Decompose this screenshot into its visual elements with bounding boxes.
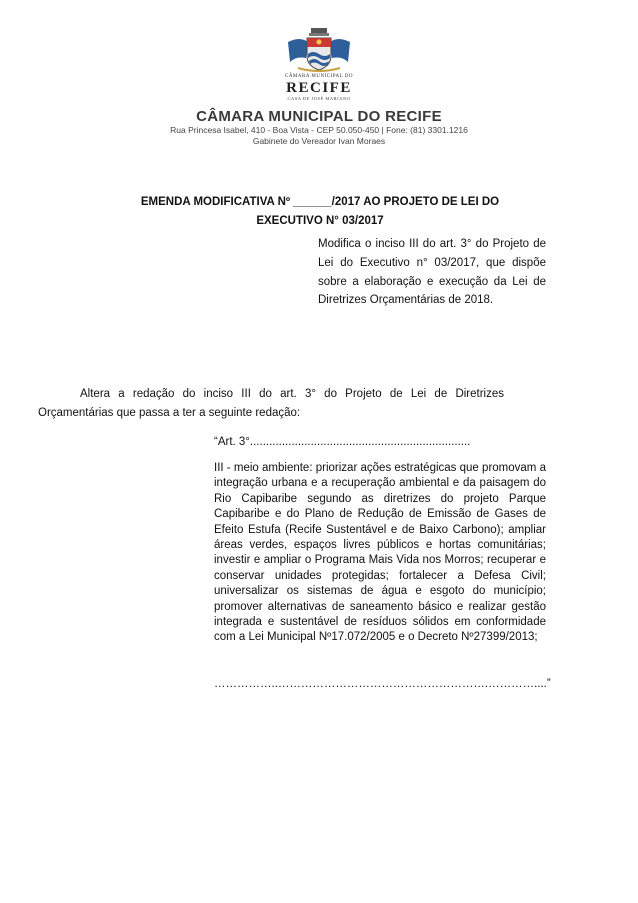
title-line-1: EMENDA MODIFICATIVA Nº ______/2017 AO PROJETO DE LEI DO: [140, 196, 500, 208]
document-title: [60, 193, 580, 231]
letterhead-city: RECIFE: [286, 80, 352, 96]
letterhead: [0, 28, 638, 147]
ementa: Modifica o inciso III do art. 3° do Projeto de Lei do Executivo n° 03/2017, que dispõe sobre a elaboração e execução da Lei de Diretrizes Orçamentárias de 2018.: [318, 238, 546, 307]
coat-of-arms-icon: [284, 28, 354, 72]
article-heading: “Art. 3°.....................................................................: [214, 436, 471, 448]
intro-paragraph: Altera a redação do inciso III do art. 3° do Projeto de Lei de Diretrizes Orçamentárias que passa a ter a seguinte redação:: [38, 388, 504, 419]
letterhead-city-sub: CASA DE JOSÉ MARIANO: [287, 96, 351, 101]
letterhead-small-caps: CÂMARA MUNICIPAL DO: [284, 74, 354, 79]
article-end: ……………..……………………………………………….…………....”: [214, 678, 551, 690]
letterhead-address: Rua Princesa Isabel, 410 - Boa Vista - CEP 50.050-450 | Fone: (81) 3301.1216: [170, 125, 468, 135]
title-line-2: EXECUTIVO N° 03/2017: [256, 215, 384, 227]
article-body: III - meio ambiente: priorizar ações estratégicas que promovam a integração urbana e a recuperação ambiental e da paisagem do Rio Capibaribe segundo as diretrizes do projeto Parque Capibaribe e do Plano de Redução de Emissão de Gases de Efeito Estufa (Recife Sustentável e de Baixo Carbono); ampliar áreas verdes, espaços livres públicos e hortas comunitárias; investir e ampliar o Programa Mais Vida nos Morros; recuperar e conservar unidades protegidas; fortalecer a Defesa Civil; universalizar os sistemas de água e esgoto do município; promover alternativas de saneamento básico e realizar gestão integrada e sustentável de resíduos sólidos em conformidade com a Lei Municipal Nº17.072/2005 e o Decreto Nº27399/2013;: [214, 462, 546, 644]
letterhead-office: Gabinete do Vereador Ivan Moraes: [252, 136, 386, 146]
chamber-name: CÂMARA MUNICIPAL DO RECIFE: [196, 108, 442, 125]
